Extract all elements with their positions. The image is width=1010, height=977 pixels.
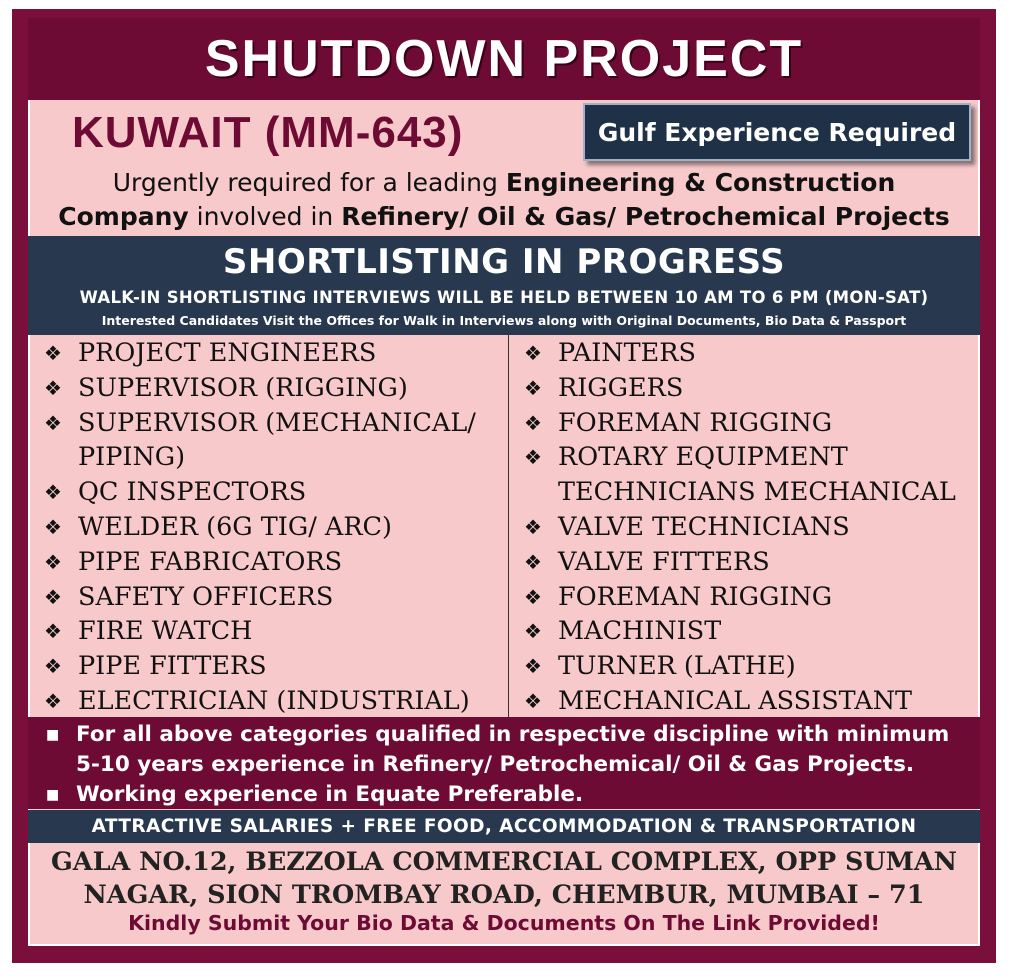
intro-line-1-normal: Urgently required for a leading [112, 168, 506, 197]
intro-line-2-bold-b: Refinery/ Oil & Gas/ Petrochemical Projects [341, 202, 950, 231]
diamond-bullet-icon: ❖ [44, 480, 62, 505]
diamond-bullet-icon: ❖ [524, 549, 542, 574]
position-label: SUPERVISOR (MECHANICAL/ [78, 407, 476, 438]
diamond-bullet-icon: ❖ [524, 688, 542, 713]
position-label: VALVE TECHNICIANS [558, 511, 850, 542]
position-label: FOREMAN RIGGING [558, 581, 833, 612]
diamond-bullet-icon: ❖ [44, 514, 62, 539]
intro-line-1-bold: Engineering & Construction [505, 168, 896, 197]
shortlisting-banner [28, 236, 980, 335]
diamond-bullet-icon: ❖ [524, 445, 542, 470]
position-item [44, 649, 506, 684]
position-item [44, 510, 506, 545]
diamond-bullet-icon: ❖ [524, 619, 542, 644]
position-label: TECHNICIANS MECHANICAL [558, 477, 956, 508]
walkin-schedule: WALK-IN SHORTLISTING INTERVIEWS WILL BE HELD BETWEEN 10 AM TO 6 PM (MON-SAT) [79, 288, 929, 307]
position-label: FIRE WATCH [78, 616, 253, 647]
position-item [524, 440, 974, 475]
position-item [44, 614, 506, 649]
position-item [44, 545, 506, 580]
page-title: SHUTDOWN PROJECT [204, 30, 804, 88]
diamond-bullet-icon: ❖ [524, 410, 542, 435]
position-label: WELDER (6G TIG/ ARC) [78, 511, 392, 542]
position-item [44, 440, 506, 475]
diamond-bullet-icon: ❖ [44, 688, 62, 713]
position-label: TURNER (LATHE) [558, 651, 796, 682]
diamond-bullet-icon: ❖ [44, 410, 62, 435]
position-item [524, 614, 974, 649]
gulf-experience-badge [583, 103, 971, 161]
position-label: SUPERVISOR (RIGGING) [78, 372, 408, 403]
gulf-experience-label: Gulf Experience Required [597, 117, 957, 147]
diamond-bullet-icon [44, 440, 78, 475]
column-divider [508, 335, 509, 717]
diamond-bullet-icon: ❖ [524, 654, 542, 679]
diamond-bullet-icon: ❖ [44, 584, 62, 609]
position-label: RIGGERS [558, 372, 684, 403]
diamond-bullet-icon: ❖ [44, 654, 62, 679]
intro-line-2-normal: involved in [188, 202, 342, 231]
title-banner [28, 18, 980, 100]
address-line-1: GALA NO.12, BEZZOLA COMMERCIAL COMPLEX, OPP SUMAN [51, 847, 957, 877]
diamond-bullet-icon: ❖ [524, 341, 542, 365]
position-label: PIPE FITTERS [78, 651, 267, 682]
requirement-text: Working experience in Equate Preferable. [76, 782, 584, 807]
diamond-bullet-icon: ❖ [524, 514, 542, 539]
position-item [524, 510, 974, 545]
position-label: PIPE FABRICATORS [78, 546, 343, 577]
shortlisting-title: SHORTLISTING IN PROGRESS [222, 242, 786, 282]
position-item [524, 580, 974, 615]
intro-line-2-bold-a: Company [58, 202, 189, 231]
diamond-bullet-icon: ❖ [44, 375, 62, 400]
position-item [44, 336, 506, 371]
position-item [524, 649, 974, 684]
location-heading: KUWAIT (MM-643) [72, 108, 464, 157]
walkin-note: Interested Candidates Visit the Offices for Walk in Interviews along with Original Documents, Bio Data & Passport [101, 313, 907, 328]
position-label: QC INSPECTORS [78, 477, 307, 508]
position-item [44, 371, 506, 406]
address-line-2: NAGAR, SION TROMBAY ROAD, CHEMBUR, MUMBAI – 71 [83, 880, 925, 910]
position-label: PAINTERS [558, 338, 696, 368]
submit-instruction: Kindly Submit Your Bio Data & Documents On The Link Provided! [128, 911, 880, 935]
intro-text [30, 166, 978, 234]
intro-line-2 [30, 200, 978, 234]
benefits-text: ATTRACTIVE SALARIES + FREE FOOD, ACCOMMODATION & TRANSPORTATION [91, 816, 917, 837]
intro-line-1 [30, 166, 978, 200]
requirement-item [46, 720, 966, 780]
position-label: PROJECT ENGINEERS [78, 338, 377, 368]
position-label: MACHINIST [558, 616, 722, 647]
position-item [44, 475, 506, 510]
position-label: MECHANICAL ASSISTANT [558, 685, 913, 716]
diamond-bullet-icon [524, 475, 558, 510]
position-item [44, 580, 506, 615]
diamond-bullet-icon: ❖ [524, 375, 542, 400]
positions-right-column [524, 336, 974, 719]
diamond-bullet-icon: ❖ [44, 619, 62, 644]
position-item [524, 406, 974, 441]
positions-left-column [44, 336, 506, 719]
requirement-line-1: For all above categories qualified in respective discipline with minimum [76, 722, 950, 747]
benefits-banner [28, 810, 980, 843]
square-bullet-icon: ■ [46, 727, 60, 743]
requirement-text [76, 720, 949, 780]
position-label: FOREMAN RIGGING [558, 407, 833, 438]
diamond-bullet-icon: ❖ [44, 549, 62, 574]
position-item [44, 406, 506, 441]
office-address [30, 846, 978, 912]
requirement-item [46, 780, 966, 810]
position-item [524, 684, 974, 719]
position-item [44, 684, 506, 719]
position-label: SAFETY OFFICERS [78, 581, 334, 612]
position-label: VALVE FITTERS [558, 546, 770, 577]
diamond-bullet-icon: ❖ [44, 341, 62, 365]
requirement-line-2: 5-10 years experience in Refinery/ Petrochemical/ Oil & Gas Projects. [76, 752, 915, 777]
position-item [524, 545, 974, 580]
position-label: ELECTRICIAN (INDUSTRIAL) [78, 685, 470, 716]
requirements-banner [28, 717, 980, 809]
position-item [524, 336, 974, 371]
position-label: PIPING) [78, 442, 186, 473]
square-bullet-icon: ■ [46, 787, 60, 803]
diamond-bullet-icon: ❖ [524, 584, 542, 609]
position-label: ROTARY EQUIPMENT [558, 442, 848, 473]
position-item [524, 475, 974, 510]
position-item [524, 371, 974, 406]
